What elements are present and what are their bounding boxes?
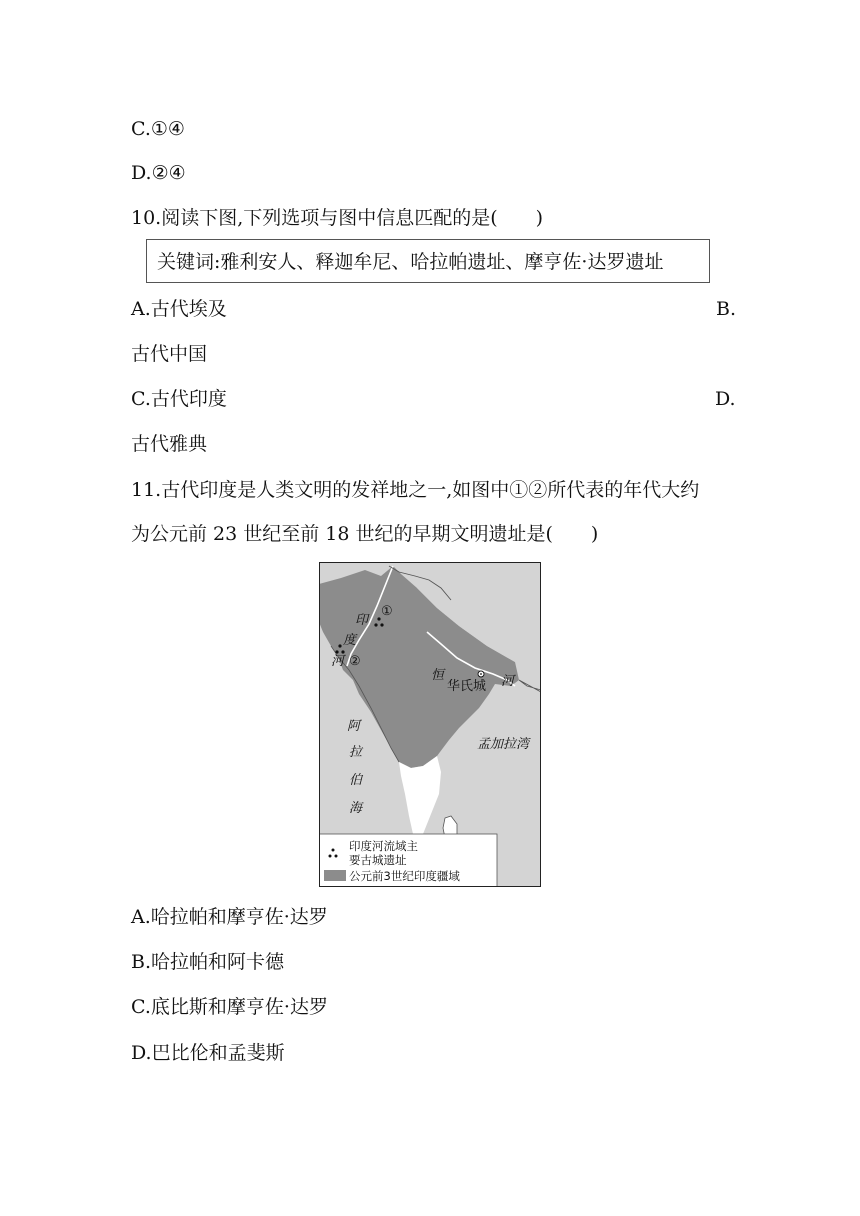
q11-option-c: C.底比斯和摩亨佐·达罗 (131, 996, 328, 1018)
arabian-label-4: 海 (349, 801, 363, 816)
q10-option-d-text: 古代雅典 (131, 433, 208, 455)
ganges-label-2: 河 (501, 674, 515, 689)
legend-sites-line2: 要古城遗址 (349, 853, 407, 867)
q11-stem-line2: 为公元前 23 世纪至前 18 世纪的早期文明遗址是( ) (131, 523, 599, 545)
q10-option-a: A.古代埃及 (131, 298, 227, 320)
city-label: 华氏城 (447, 679, 487, 694)
q10-option-c: C.古代印度 (131, 388, 227, 410)
keywords-text: 关键词:雅利安人、释迦牟尼、哈拉帕遗址、摩亨佐·达罗遗址 (157, 251, 664, 273)
legend-territory: 公元前3世纪印度疆域 (349, 869, 460, 883)
india-map (319, 562, 541, 887)
arabian-label-3: 伯 (349, 773, 363, 788)
site-dot (338, 644, 341, 647)
q9-option-c: C.①④ (131, 118, 185, 140)
legend-swatch (324, 870, 346, 881)
q10-option-b-text: 古代中国 (131, 343, 208, 365)
legend-dot (329, 855, 332, 858)
marker-1-label: ① (381, 604, 393, 619)
q11-option-b: B.哈拉帕和阿卡德 (131, 951, 285, 973)
q11-option-d: D.巴比伦和孟斐斯 (131, 1042, 285, 1064)
indus-label-2: 度 (343, 633, 357, 648)
q11-option-a: A.哈拉帕和摩亨佐·达罗 (131, 906, 328, 928)
site-dot (374, 623, 377, 626)
city-marker-center (480, 673, 482, 675)
arabian-label-2: 拉 (349, 745, 363, 760)
india-map-svg (319, 562, 541, 887)
indus-label-1: 印 (355, 613, 369, 628)
q10-option-d-letter: D. (715, 388, 736, 410)
q9-option-d: D.②④ (131, 162, 186, 184)
site-dot (380, 623, 383, 626)
marker-2-label: ② (349, 654, 361, 669)
map-legend (319, 834, 497, 887)
legend-sites-line1: 印度河流域主 (349, 839, 418, 853)
legend-dot (335, 855, 338, 858)
ganges-label-1: 恒 (431, 668, 445, 683)
q11-stem-line1: 11.古代印度是人类文明的发祥地之一,如图中①②所代表的年代大约 (131, 479, 700, 501)
bengal-label: 孟加拉湾 (477, 737, 530, 752)
q10-option-b-letter: B. (716, 298, 737, 320)
legend-dot (332, 849, 335, 852)
keywords-box (146, 239, 710, 283)
indus-label-3: 河 (331, 654, 345, 669)
arabian-label-1: 阿 (347, 719, 361, 734)
q10-stem: 10.阅读下图,下列选项与图中信息匹配的是( ) (131, 207, 544, 229)
